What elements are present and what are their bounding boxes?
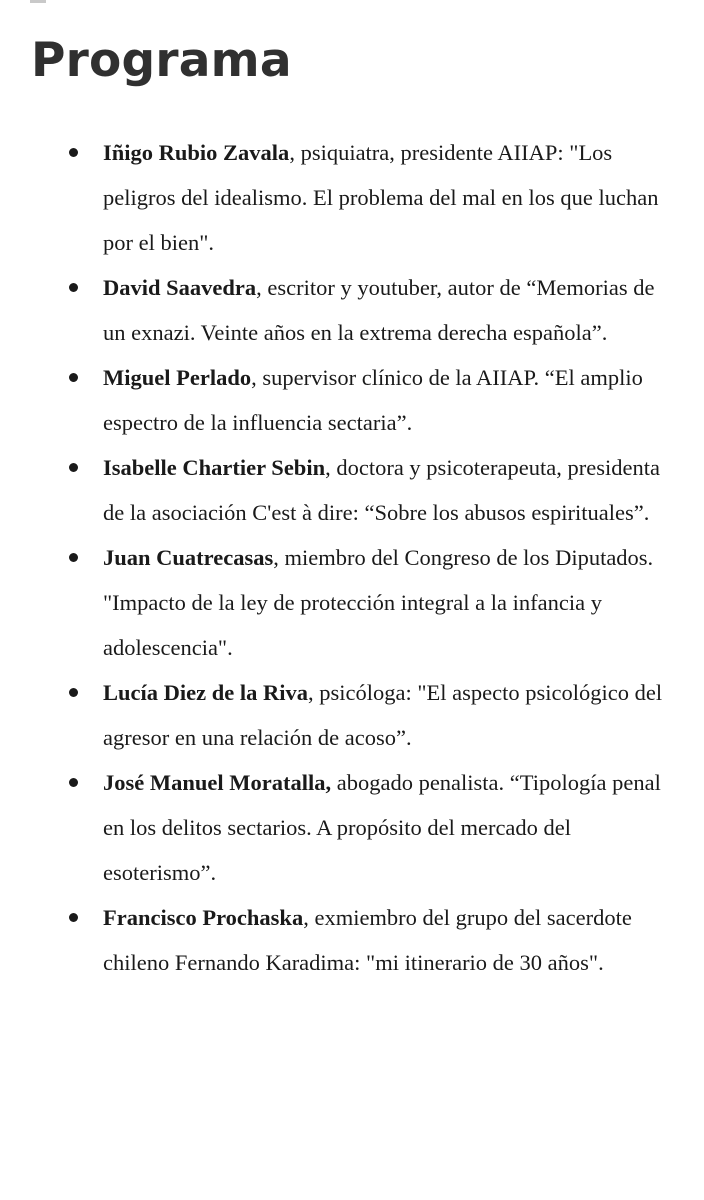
list-item (0, 535, 704, 670)
speaker-name: Francisco Prochaska (103, 905, 304, 930)
speaker-name: Miguel Perlado (103, 365, 252, 390)
speaker-name: Iñigo Rubio Zavala (103, 140, 290, 165)
list-item (0, 355, 704, 445)
bullet-icon (69, 778, 78, 787)
bullet-icon (69, 553, 78, 562)
list-item (0, 670, 704, 760)
speaker-name: José Manuel Moratalla, (103, 770, 332, 795)
speaker-details: , psiquiatra, presidente AIIAP: "Los peligros del idealismo. El problema del mal en los que luchan por el bien". (103, 140, 659, 255)
bullet-icon (69, 463, 78, 472)
speaker-name: Isabelle Chartier Sebin (103, 455, 326, 480)
bullet-icon (69, 373, 78, 382)
bullet-icon (69, 688, 78, 697)
speaker-details: , doctora y psicoterapeuta, presidenta de la asociación C'est à dire: “Sobre los abusos espirituales”. (103, 455, 660, 525)
list-item (0, 895, 704, 985)
speaker-details: , miembro del Congreso de los Diputados. "Impacto de la ley de protección integral a la infancia y adolescencia". (103, 545, 654, 660)
speaker-name: Juan Cuatrecasas (103, 545, 274, 570)
bullet-icon (69, 148, 78, 157)
speaker-details: abogado penalista. “Tipología penal en los delitos sectarios. A propósito del mercado del esoterismo”. (103, 770, 661, 885)
speaker-details: , exmiembro del grupo del sacerdote chileno Fernando Karadima: "mi itinerario de 30 años". (103, 905, 632, 975)
list-item (0, 265, 704, 355)
speaker-list (0, 130, 704, 985)
list-item (0, 130, 704, 265)
top-divider-mark (30, 0, 46, 3)
page-title: Programa (31, 33, 292, 88)
speaker-name: David Saavedra (103, 275, 257, 300)
bullet-icon (69, 913, 78, 922)
bullet-icon (69, 283, 78, 292)
speaker-name: Lucía Diez de la Riva (103, 680, 308, 705)
list-item (0, 445, 704, 535)
speaker-details: , escritor y youtuber, autor de “Memorias de un exnazi. Veinte años en la extrema derecha española”. (103, 275, 655, 345)
list-item (0, 760, 704, 895)
speaker-details: , psicóloga: "El aspecto psicológico del agresor en una relación de acoso”. (103, 680, 663, 750)
speaker-details: , supervisor clínico de la AIIAP. “El amplio espectro de la influencia sectaria”. (103, 365, 643, 435)
